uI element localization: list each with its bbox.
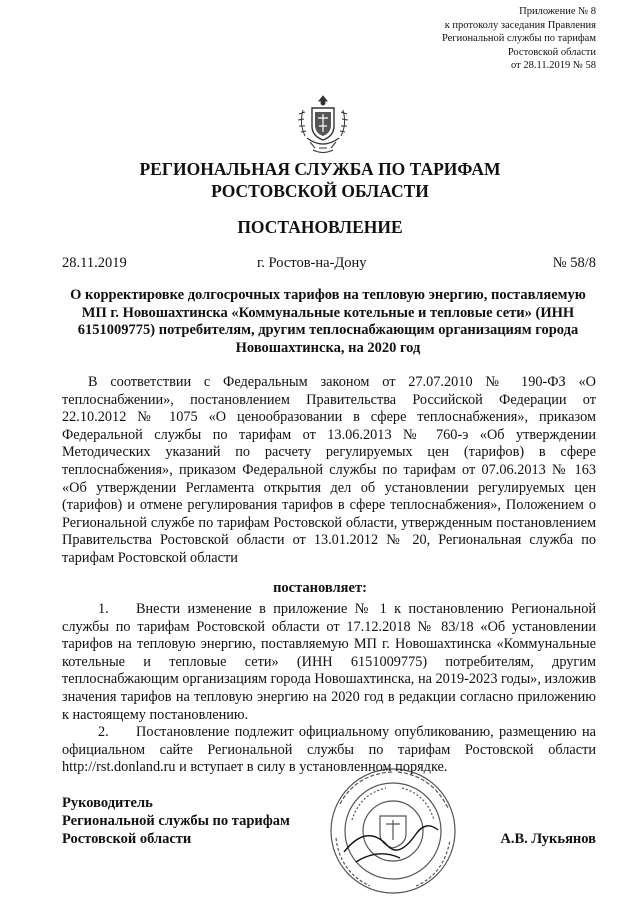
signatory-title-line: Руководитель (62, 795, 153, 811)
item-text: Внести изменение в приложение № 1 к постановлению Региональной службы по тарифам Ростовской области от 17.12.2018 № 83/18 «Об установлении тарифов на тепловую энергию, поставляемую МП г. Новошахтинска «Коммунальные котельные и тепловые сети» (ИНН 6151009775) потребителям, другим теплоснабжающим организациям города Новошахтинска, на 2019-2023 годы», изложив значения тарифов на тепловую энергию на 2020 год в редакции согласно приложению к настоящему постановлению. (62, 601, 596, 723)
signatory-title-line: Региональной службы по тарифам (62, 813, 290, 829)
document-city: г. Ростов-на-Дону (257, 255, 367, 271)
annex-line: к протоколу заседания Правления (444, 19, 596, 31)
resolves-heading: постановляет: (273, 580, 367, 596)
annex-line: Региональной службы по тарифам (441, 33, 596, 45)
annex-line: Ростовской области (507, 46, 596, 58)
document-date: 28.11.2019 (62, 255, 127, 271)
item-number: 1. (98, 601, 109, 617)
organization-title-line: РОСТОВСКОЙ ОБЛАСТИ (211, 181, 429, 201)
item-number: 2. (98, 724, 109, 741)
resolution-items (62, 601, 596, 777)
item-text: Постановление подлежит официальному опубликованию, размещению на официальном сайте Региональной службы по тарифам Ростовской области http://rst.donland.ru и вступает в силу в установленном порядке. (62, 724, 596, 776)
organization-title (0, 158, 640, 202)
resolution-item (62, 601, 596, 724)
document-meta-row (62, 254, 596, 272)
organization-title-line: РЕГИОНАЛЬНАЯ СЛУЖБА ПО ТАРИФАМ (139, 159, 501, 179)
document-number: № 58/8 (552, 255, 596, 271)
signatory-name: А.В. Лукьянов (500, 831, 596, 847)
annex-reference (442, 5, 596, 73)
signatory-title (62, 794, 290, 848)
annex-line: Приложение № 8 (519, 6, 596, 17)
document-subject: О корректировке долгосрочных тарифов на тепловую энергию, поставляемую МП г. Новошахтинска «Коммунальные котельные и тепловые сети» (ИНН 6151009775) потребителям, другим теплоснабжающим организациям города Новошахтинска, на 2020 год (70, 287, 586, 356)
preamble-paragraph: В соответствии с Федеральным законом от 27.07.2010 № 190-ФЗ «О теплоснабжении», постановлением Правительства Российской Федерации от 22.10.2012 № 1075 «О ценообразовании в сфере теплоснабжения», приказом Федеральной службы по тарифам от 13.06.2013 № 760-э «Об утверждении Методических указаний по расчету регулируемых цен (тарифов) в сфере теплоснабжения», приказом Федеральной службы по тарифам от 07.06.2013 № 163 «Об утверждении Регламента открытия дел об установлении регулируемых цен (тарифов) и отмене регулирования тарифов в сфере теплоснабжения», Положением о Региональной службе по тарифам Ростовской области, утвержденным постановлением Правительства Ростовской области от 13.01.2012 № 20, Региональная служба по тарифам Ростовской области (62, 374, 596, 566)
official-seal-stamp (326, 764, 460, 898)
coat-of-arms-emblem (295, 92, 351, 158)
document-type: ПОСТАНОВЛЕНИЕ (237, 217, 403, 237)
annex-line: от 28.11.2019 № 58 (511, 60, 596, 72)
signatory-title-line: Ростовской области (62, 831, 192, 847)
